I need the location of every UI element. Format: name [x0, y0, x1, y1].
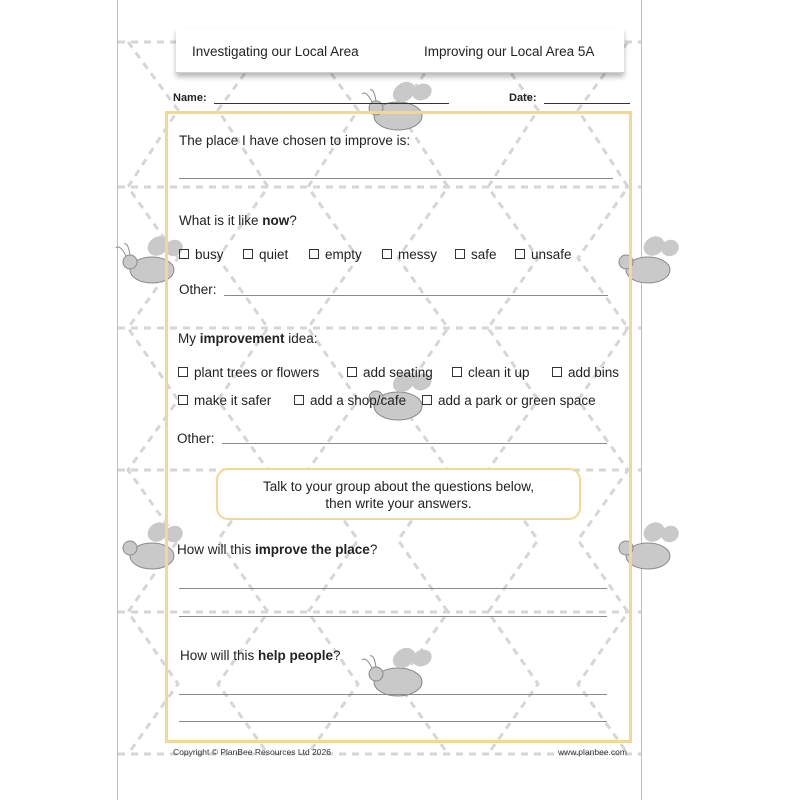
checkbox-icon[interactable] — [347, 367, 357, 377]
now-other-label: Other: — [179, 282, 217, 297]
checkbox-icon[interactable] — [515, 249, 525, 259]
date-field[interactable] — [509, 92, 630, 104]
date-line[interactable] — [544, 93, 630, 104]
title-banner — [176, 28, 624, 73]
idea-other-label: Other: — [177, 431, 215, 446]
question-improve-place: How will this improve the place? — [177, 542, 378, 557]
checkbox-icon[interactable] — [179, 249, 189, 259]
callout-line-1: Talk to your group about the questions below, — [263, 479, 534, 494]
callout-line-2: then write your answers. — [325, 496, 472, 511]
header-right-title: Improving our Local Area 5A — [424, 44, 595, 59]
now-prompt: What is it like now? — [179, 213, 297, 228]
checkbox-icon[interactable] — [243, 249, 253, 259]
checkbox-make-it-safer[interactable]: make it safer — [178, 393, 271, 408]
checkbox-icon[interactable] — [294, 395, 304, 405]
improve-answer-line-1[interactable] — [179, 588, 607, 589]
checkbox-icon[interactable] — [178, 395, 188, 405]
checkbox-icon[interactable] — [178, 367, 188, 377]
checkbox-clean-it-up[interactable]: clean it up — [452, 365, 530, 380]
place-prompt: The place I have chosen to improve is: — [179, 133, 411, 148]
checkbox-icon[interactable] — [422, 395, 432, 405]
checkbox-safe[interactable]: safe — [455, 247, 497, 262]
checkbox-messy[interactable]: messy — [382, 247, 437, 262]
checkbox-add-shop[interactable]: add a shop/cafe — [294, 393, 406, 408]
date-label: Date: — [509, 92, 537, 104]
checkbox-unsafe[interactable]: unsafe — [515, 247, 572, 262]
website-footer: www.planbee.com — [558, 747, 627, 757]
checkbox-quiet[interactable]: quiet — [243, 247, 288, 262]
instruction-callout — [216, 468, 581, 520]
now-other-line[interactable] — [224, 295, 608, 296]
idea-other-line[interactable] — [222, 443, 607, 444]
worksheet-page — [117, 0, 642, 800]
idea-prompt: My improvement idea: — [178, 331, 318, 346]
checkbox-busy[interactable]: busy — [179, 247, 224, 262]
name-label: Name: — [173, 92, 207, 104]
people-answer-line-2[interactable] — [179, 721, 607, 722]
checkbox-add-bins[interactable]: add bins — [552, 365, 619, 380]
checkbox-plant-trees[interactable]: plant trees or flowers — [178, 365, 319, 380]
name-field[interactable] — [173, 92, 449, 104]
name-line[interactable] — [214, 93, 449, 104]
place-answer-line[interactable] — [179, 178, 613, 179]
checkbox-icon[interactable] — [382, 249, 392, 259]
header-left-title: Investigating our Local Area — [192, 44, 359, 59]
checkbox-icon[interactable] — [309, 249, 319, 259]
checkbox-add-park[interactable]: add a park or green space — [422, 393, 596, 408]
people-answer-line-1[interactable] — [179, 694, 607, 695]
checkbox-empty[interactable]: empty — [309, 247, 362, 262]
checkbox-icon[interactable] — [552, 367, 562, 377]
checkbox-icon[interactable] — [455, 249, 465, 259]
checkbox-icon[interactable] — [452, 367, 462, 377]
question-help-people: How will this help people? — [180, 648, 341, 663]
checkbox-add-seating[interactable]: add seating — [347, 365, 433, 380]
copyright-footer: Copyright © PlanBee Resources Ltd 2026 — [173, 747, 331, 757]
improve-answer-line-2[interactable] — [179, 616, 607, 617]
